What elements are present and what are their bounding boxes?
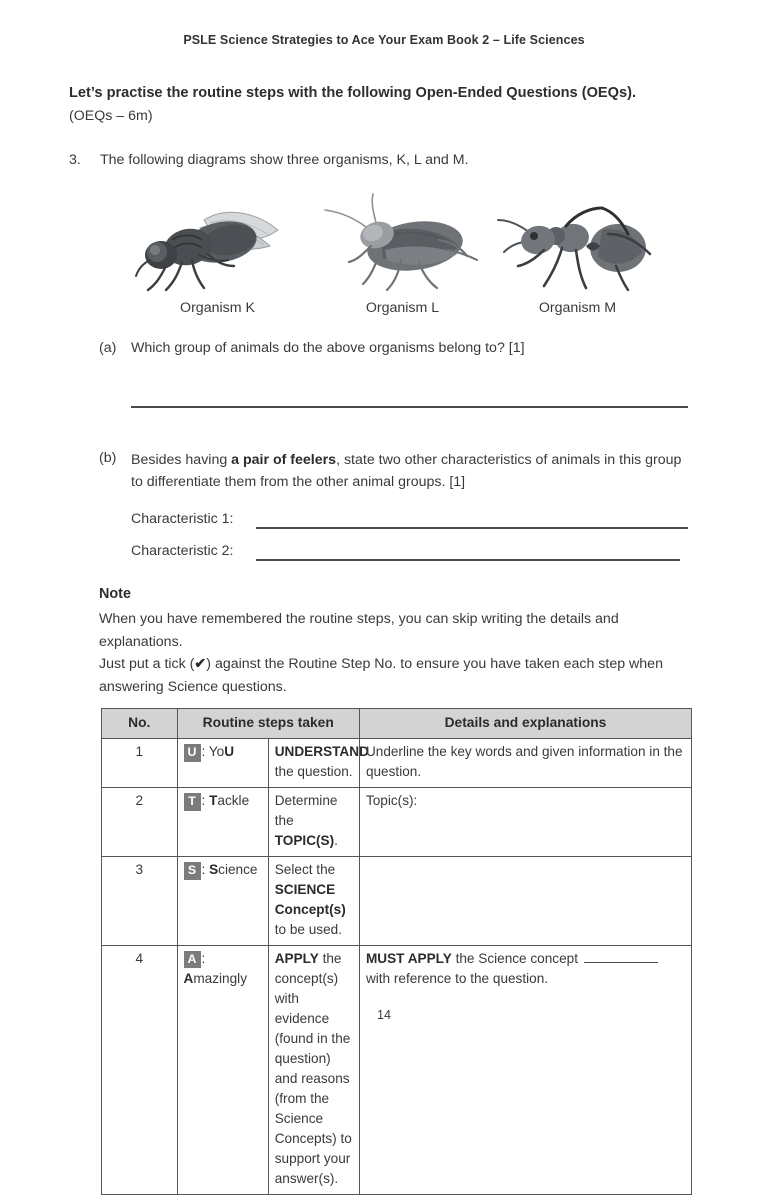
row-1-step-bold: UNDERSTAND: [274, 744, 369, 760]
note-body: [99, 608, 695, 699]
row-1-step-rest: the question.: [274, 764, 353, 780]
part-a-tag: (a): [99, 340, 117, 356]
question-number: 3.: [69, 152, 81, 168]
row-1-no: 1: [102, 739, 178, 788]
organism-figure-k: [130, 190, 305, 335]
organism-label: Organism M: [538, 300, 617, 316]
part-b-text-before: Besides having: [131, 452, 232, 468]
table-head: [102, 709, 692, 739]
row-4-details: [359, 946, 691, 1195]
intro-line-2: (OEQs – 6m): [69, 108, 153, 124]
row-4-details-tail: with reference to the question.: [365, 970, 549, 986]
running-head: PSLE Science Strategies to Ace Your Exam Book 2 – Life Sciences: [183, 33, 585, 47]
part-b-text-bold: a pair of feelers: [231, 452, 337, 468]
organism-figure-l: [315, 190, 490, 335]
intro-line-1: Let’s practise the routine steps with the following Open-Ended Questions (OEQs).: [69, 85, 637, 101]
table-body: [102, 739, 692, 1194]
organism-label: Organism L: [365, 300, 440, 316]
note-paragraph-1: When you have remembered the routine steps, you can skip writing the details and explanations.: [99, 611, 619, 650]
answer-line-characteristic-2[interactable]: [256, 559, 680, 561]
row-4-no: 4: [102, 946, 178, 1195]
row-1-details: Underline the key words and given information in the question.: [359, 739, 691, 788]
row-2-mnemonic-bold: T: [209, 793, 218, 809]
question-stem: The following diagrams show three organisms, K, L and M.: [100, 152, 469, 168]
badge-letter-t: T: [184, 793, 201, 810]
row-3-details: [359, 857, 691, 946]
note-paragraph-2: [99, 653, 695, 698]
row-4-mnemonic-bold: A: [183, 970, 194, 986]
organism-label: Organism K: [180, 300, 255, 316]
row-4-step-rest: the concept(s) with evidence (found in the question) and reasons (from the Science Concepts) to support your answer(s).: [274, 951, 352, 1186]
row-2-mnemonic: [177, 788, 268, 857]
row-4-step: [268, 946, 359, 1195]
row-2-mnemonic-tail: ackle: [217, 793, 250, 809]
row-4-details-bold: MUST APPLY: [365, 951, 452, 966]
column-header-no: No.: [102, 709, 178, 739]
housefly-icon: [130, 190, 305, 298]
row-2-no: 2: [102, 788, 178, 857]
routine-steps-table: [101, 708, 692, 1195]
row-3-no: 3: [102, 857, 178, 946]
table-header-row: [102, 709, 692, 739]
row-4-mnemonic-plain: :: [201, 951, 206, 966]
row-3-step: [268, 857, 359, 946]
row-4-details-mid: the Science concept: [451, 951, 582, 966]
column-header-routine-steps: Routine steps taken: [177, 709, 359, 739]
row-2-step-bold: TOPIC(S): [274, 833, 335, 849]
cockroach-icon: [315, 190, 490, 298]
note-title: Note: [99, 586, 131, 602]
answer-line-characteristic-1[interactable]: [256, 527, 688, 529]
row-2-mnemonic-plain: :: [201, 793, 210, 809]
page-number: 14: [376, 1008, 391, 1022]
part-b-text-after: , state two other characteristics of animals in this group to differentiate them from the other animal groups. [1]: [131, 452, 682, 490]
row-4-mnemonic: [177, 946, 268, 1195]
organism-figure-row: [130, 190, 690, 335]
answer-line-a[interactable]: [131, 406, 688, 408]
note-p2-before: Just put a tick (: [99, 656, 195, 673]
row-3-mnemonic-tail: cience: [218, 862, 258, 878]
row-1-mnemonic-plain: : Yo: [201, 744, 225, 760]
row-4-mnemonic-tail: mazingly: [193, 970, 247, 986]
part-b-tag: (b): [99, 450, 117, 466]
fill-in-blank[interactable]: [584, 951, 658, 963]
row-3-mnemonic-plain: :: [201, 862, 210, 878]
tick-icon: ✔: [194, 656, 207, 673]
row-3-mnemonic: [177, 857, 268, 946]
row-3-step-bold: SCIENCE Concept(s): [274, 882, 346, 918]
badge-letter-s: S: [184, 862, 201, 879]
table-row: [102, 946, 692, 1195]
row-2-step: [268, 788, 359, 857]
row-4-step-bold: APPLY: [274, 951, 319, 966]
row-3-step-tail: to be used.: [274, 922, 342, 938]
row-2-step-tail: .: [334, 833, 338, 849]
row-2-step-plain: Determine the: [274, 793, 338, 829]
column-header-details: Details and explanations: [359, 709, 691, 739]
organism-figure-m: [490, 190, 665, 335]
table-row: [102, 788, 692, 857]
badge-letter-a: A: [184, 951, 201, 968]
row-1-mnemonic: [177, 739, 268, 788]
badge-letter-u: U: [184, 744, 201, 761]
note-p2-after: ) against the Routine Step No. to ensure you have taken each step when answering Science questions.: [99, 656, 663, 696]
row-1-step: [268, 739, 369, 788]
row-3-step-plain: Select the: [274, 862, 336, 878]
row-1-mnemonic-bold: U: [224, 744, 235, 760]
row-3-mnemonic-bold: S: [209, 862, 219, 878]
row-2-details: Topic(s):: [359, 788, 691, 857]
characteristic-1-label: Characteristic 1:: [131, 511, 234, 527]
table-row: [102, 739, 692, 788]
ant-icon: [490, 190, 665, 298]
part-a-text: Which group of animals do the above organisms belong to? [1]: [131, 340, 525, 356]
table-row: [102, 857, 692, 946]
part-b-text: [131, 450, 684, 493]
characteristic-2-label: Characteristic 2:: [131, 543, 234, 559]
